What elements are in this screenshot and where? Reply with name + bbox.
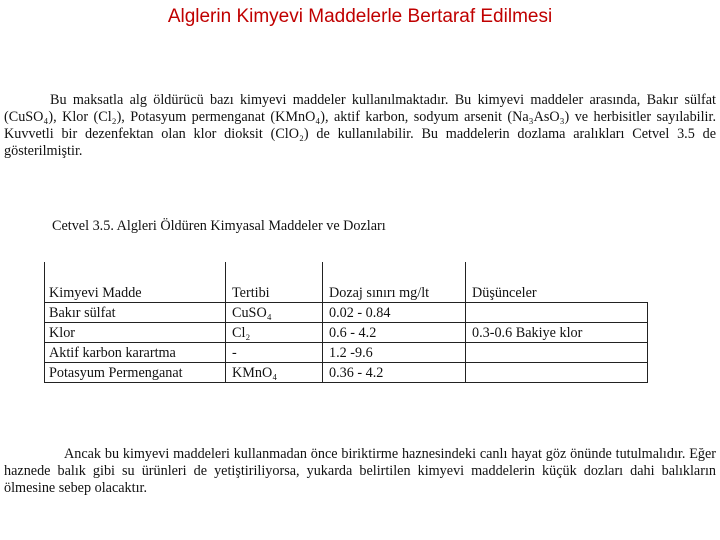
cell-dosage: 1.2 -9.6 bbox=[323, 343, 466, 363]
cell-dosage: 0.02 - 0.84 bbox=[323, 303, 466, 323]
header-formula: Tertibi bbox=[226, 262, 323, 303]
table-row bbox=[45, 363, 648, 383]
header-dosage: Dozaj sınırı mg/lt bbox=[323, 262, 466, 303]
chemicals-table bbox=[44, 262, 648, 383]
cell-dosage: 0.6 - 4.2 bbox=[323, 323, 466, 343]
cell-notes bbox=[466, 363, 648, 383]
cell-notes bbox=[466, 303, 648, 323]
table-row bbox=[45, 303, 648, 323]
table-row bbox=[45, 343, 648, 363]
cell-formula: - bbox=[226, 343, 323, 363]
cell-chemical: Klor bbox=[45, 323, 226, 343]
slide-title: Alglerin Kimyevi Maddelerle Bertaraf Edilmesi bbox=[167, 6, 553, 27]
intro-paragraph bbox=[4, 92, 716, 160]
header-notes: Düşünceler bbox=[466, 262, 648, 303]
table-header-row bbox=[45, 262, 648, 303]
intro-paragraph-text: Bu maksatla alg öldürücü bazı kimyevi maddeler kullanılmaktadır. Bu kimyevi maddeler arasında, Bakır sülfat (CuSO₄), Klor (Cl₂), Potasyum permenganat (KMnO₄), aktif karbon, sodyum arsenit (Na₃AsO₃) ve herbisitler sayılabilir. Kuvvetli bir dezenfektan olan klor dioksit (ClO₂) de kullanılabilir. Bu maddelerin dozlama aralıkları Cetvel 3.5 de gösterilmiştir. bbox=[4, 92, 716, 159]
cell-notes: 0.3-0.6 Bakiye klor bbox=[466, 323, 648, 343]
table-row bbox=[45, 323, 648, 343]
header-chemical: Kimyevi Madde bbox=[45, 262, 226, 303]
cell-chemical: Aktif karbon karartma bbox=[45, 343, 226, 363]
warning-paragraph-text: Ancak bu kimyevi maddeleri kullanmadan önce biriktirme haznesindeki canlı hayat göz önünde tutulmalıdır. Eğer haznede balık gibi su ürünleri de yetiştiriliyorsa, yukarda belirtilen kimyevi maddelerin küçük dozları dahi balıkların ölmesine sebep olacaktır. bbox=[4, 446, 716, 496]
cell-formula: KMnO₄ bbox=[226, 363, 323, 383]
cell-dosage: 0.36 - 4.2 bbox=[323, 363, 466, 383]
cell-notes bbox=[466, 343, 648, 363]
cell-formula: CuSO₄ bbox=[226, 303, 323, 323]
warning-paragraph bbox=[4, 446, 716, 497]
table-caption: Cetvel 3.5. Algleri Öldüren Kimyasal Maddeler ve Dozları bbox=[52, 218, 386, 234]
cell-chemical: Bakır sülfat bbox=[45, 303, 226, 323]
cell-chemical: Potasyum Permenganat bbox=[45, 363, 226, 383]
cell-formula: Cl₂ bbox=[226, 323, 323, 343]
